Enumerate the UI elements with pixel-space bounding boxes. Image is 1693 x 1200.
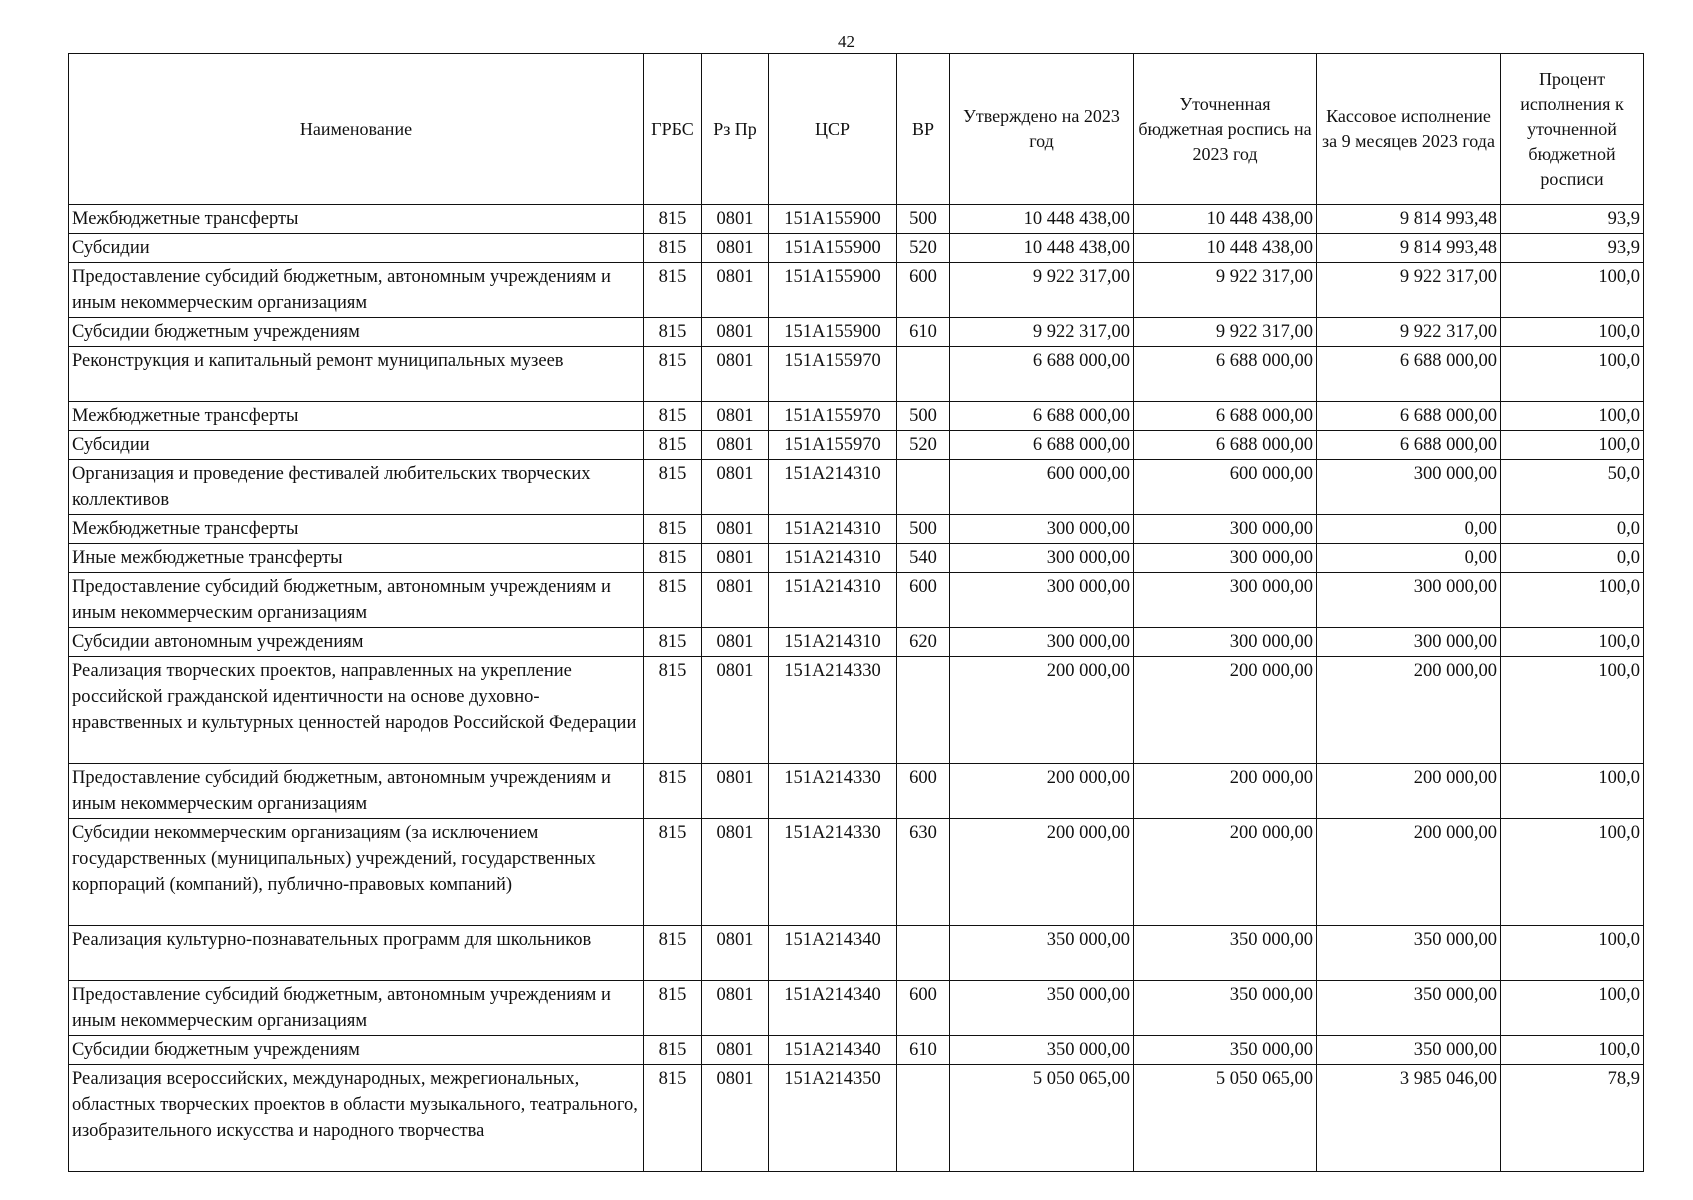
cell-vr	[897, 460, 950, 515]
cell-name: Предоставление субсидий бюджетным, автономным учреждениям и иным некоммерческим организациям	[69, 573, 644, 628]
cell-refined: 200 000,00	[1134, 819, 1317, 926]
cell-approved: 9 922 317,00	[950, 318, 1134, 347]
cell-approved: 5 050 065,00	[950, 1065, 1134, 1172]
cell-approved: 600 000,00	[950, 460, 1134, 515]
cell-vr: 600	[897, 263, 950, 318]
cell-csr: 151A155970	[769, 347, 897, 402]
cell-name: Реализация культурно-познавательных программ для школьников	[69, 926, 644, 981]
cell-refined: 5 050 065,00	[1134, 1065, 1317, 1172]
column-header-cash: Кассовое исполнение за 9 месяцев 2023 года	[1317, 54, 1501, 205]
cell-cash: 350 000,00	[1317, 981, 1501, 1036]
table-row	[69, 515, 1644, 544]
table-row	[69, 234, 1644, 263]
cell-cash: 200 000,00	[1317, 819, 1501, 926]
cell-rzpr: 0801	[702, 1065, 769, 1172]
cell-grbs: 815	[644, 515, 702, 544]
cell-csr: 151A214340	[769, 1036, 897, 1065]
cell-approved: 200 000,00	[950, 657, 1134, 764]
cell-refined: 6 688 000,00	[1134, 347, 1317, 402]
cell-vr: 610	[897, 1036, 950, 1065]
cell-name: Предоставление субсидий бюджетным, автономным учреждениям и иным некоммерческим организациям	[69, 263, 644, 318]
cell-name: Субсидии бюджетным учреждениям	[69, 1036, 644, 1065]
cell-csr: 151A214340	[769, 926, 897, 981]
cell-vr	[897, 347, 950, 402]
cell-refined: 200 000,00	[1134, 657, 1317, 764]
cell-cash: 200 000,00	[1317, 764, 1501, 819]
cell-rzpr: 0801	[702, 402, 769, 431]
cell-name: Субсидии бюджетным учреждениям	[69, 318, 644, 347]
cell-grbs: 815	[644, 981, 702, 1036]
cell-refined: 9 922 317,00	[1134, 318, 1317, 347]
cell-grbs: 815	[644, 926, 702, 981]
cell-rzpr: 0801	[702, 981, 769, 1036]
cell-cash: 350 000,00	[1317, 926, 1501, 981]
cell-csr: 151A155900	[769, 205, 897, 234]
table-body	[69, 205, 1644, 1172]
cell-rzpr: 0801	[702, 544, 769, 573]
cell-grbs: 815	[644, 347, 702, 402]
cell-cash: 6 688 000,00	[1317, 431, 1501, 460]
cell-grbs: 815	[644, 234, 702, 263]
cell-grbs: 815	[644, 460, 702, 515]
cell-csr: 151A214340	[769, 981, 897, 1036]
cell-grbs: 815	[644, 1065, 702, 1172]
cell-cash: 9 922 317,00	[1317, 318, 1501, 347]
column-header-rzpr: Рз Пр	[702, 54, 769, 205]
cell-name: Субсидии	[69, 431, 644, 460]
cell-cash: 6 688 000,00	[1317, 402, 1501, 431]
cell-approved: 6 688 000,00	[950, 402, 1134, 431]
cell-percent: 100,0	[1501, 573, 1644, 628]
cell-refined: 350 000,00	[1134, 1036, 1317, 1065]
table-row	[69, 926, 1644, 981]
cell-rzpr: 0801	[702, 234, 769, 263]
cell-name: Иные межбюджетные трансферты	[69, 544, 644, 573]
cell-cash: 0,00	[1317, 544, 1501, 573]
cell-percent: 0,0	[1501, 515, 1644, 544]
cell-cash: 300 000,00	[1317, 460, 1501, 515]
cell-percent: 100,0	[1501, 764, 1644, 819]
table-row	[69, 402, 1644, 431]
cell-vr: 600	[897, 764, 950, 819]
cell-cash: 9 814 993,48	[1317, 205, 1501, 234]
cell-grbs: 815	[644, 819, 702, 926]
page-number: 42	[838, 32, 855, 51]
cell-csr: 151A155900	[769, 318, 897, 347]
cell-name: Межбюджетные трансферты	[69, 205, 644, 234]
table-row	[69, 431, 1644, 460]
cell-approved: 300 000,00	[950, 573, 1134, 628]
cell-refined: 300 000,00	[1134, 573, 1317, 628]
cell-percent: 100,0	[1501, 657, 1644, 764]
cell-refined: 10 448 438,00	[1134, 234, 1317, 263]
cell-approved: 200 000,00	[950, 764, 1134, 819]
cell-percent: 100,0	[1501, 926, 1644, 981]
cell-csr: 151A155970	[769, 402, 897, 431]
cell-rzpr: 0801	[702, 431, 769, 460]
column-header-vr: ВР	[897, 54, 950, 205]
table-row	[69, 1036, 1644, 1065]
cell-refined: 350 000,00	[1134, 981, 1317, 1036]
cell-cash: 9 922 317,00	[1317, 263, 1501, 318]
cell-vr: 540	[897, 544, 950, 573]
cell-percent: 50,0	[1501, 460, 1644, 515]
cell-vr: 620	[897, 628, 950, 657]
cell-rzpr: 0801	[702, 573, 769, 628]
table-row	[69, 764, 1644, 819]
cell-vr	[897, 1065, 950, 1172]
cell-rzpr: 0801	[702, 764, 769, 819]
cell-vr: 600	[897, 981, 950, 1036]
cell-rzpr: 0801	[702, 1036, 769, 1065]
table-row	[69, 573, 1644, 628]
cell-refined: 6 688 000,00	[1134, 431, 1317, 460]
cell-csr: 151A214310	[769, 515, 897, 544]
cell-grbs: 815	[644, 1036, 702, 1065]
cell-csr: 151A214330	[769, 657, 897, 764]
table-row	[69, 544, 1644, 573]
cell-cash: 9 814 993,48	[1317, 234, 1501, 263]
cell-refined: 200 000,00	[1134, 764, 1317, 819]
cell-grbs: 815	[644, 544, 702, 573]
cell-rzpr: 0801	[702, 460, 769, 515]
table-row	[69, 347, 1644, 402]
table-row	[69, 981, 1644, 1036]
cell-percent: 100,0	[1501, 402, 1644, 431]
cell-approved: 9 922 317,00	[950, 263, 1134, 318]
cell-percent: 100,0	[1501, 263, 1644, 318]
table-row	[69, 460, 1644, 515]
cell-vr	[897, 657, 950, 764]
cell-csr: 151A214330	[769, 819, 897, 926]
cell-approved: 350 000,00	[950, 1036, 1134, 1065]
cell-percent: 100,0	[1501, 431, 1644, 460]
cell-approved: 350 000,00	[950, 926, 1134, 981]
cell-approved: 300 000,00	[950, 544, 1134, 573]
cell-csr: 151A214310	[769, 460, 897, 515]
cell-csr: 151A155970	[769, 431, 897, 460]
cell-rzpr: 0801	[702, 819, 769, 926]
cell-percent: 100,0	[1501, 347, 1644, 402]
cell-refined: 9 922 317,00	[1134, 263, 1317, 318]
column-header-refined: Уточненная бюджетная роспись на 2023 год	[1134, 54, 1317, 205]
cell-rzpr: 0801	[702, 515, 769, 544]
cell-cash: 300 000,00	[1317, 628, 1501, 657]
cell-grbs: 815	[644, 764, 702, 819]
cell-grbs: 815	[644, 657, 702, 764]
cell-vr	[897, 926, 950, 981]
cell-approved: 10 448 438,00	[950, 234, 1134, 263]
cell-percent: 100,0	[1501, 819, 1644, 926]
cell-cash: 200 000,00	[1317, 657, 1501, 764]
cell-vr: 520	[897, 234, 950, 263]
cell-refined: 300 000,00	[1134, 544, 1317, 573]
cell-name: Реконструкция и капитальный ремонт муниципальных музеев	[69, 347, 644, 402]
cell-csr: 151A214310	[769, 573, 897, 628]
table-row	[69, 1065, 1644, 1172]
column-header-csr: ЦСР	[769, 54, 897, 205]
cell-refined: 10 448 438,00	[1134, 205, 1317, 234]
cell-name: Реализация творческих проектов, направленных на укрепление российской гражданской идентичности на основе духовно-нравственных и культурных ценностей народов Российской Федерации	[69, 657, 644, 764]
cell-name: Предоставление субсидий бюджетным, автономным учреждениям и иным некоммерческим организациям	[69, 764, 644, 819]
cell-vr: 520	[897, 431, 950, 460]
cell-grbs: 815	[644, 263, 702, 318]
cell-percent: 100,0	[1501, 1036, 1644, 1065]
cell-grbs: 815	[644, 628, 702, 657]
cell-name: Организация и проведение фестивалей любительских творческих коллективов	[69, 460, 644, 515]
cell-grbs: 815	[644, 205, 702, 234]
cell-approved: 300 000,00	[950, 515, 1134, 544]
table-row	[69, 263, 1644, 318]
cell-refined: 350 000,00	[1134, 926, 1317, 981]
cell-percent: 93,9	[1501, 205, 1644, 234]
cell-cash: 6 688 000,00	[1317, 347, 1501, 402]
cell-vr: 500	[897, 402, 950, 431]
cell-percent: 78,9	[1501, 1065, 1644, 1172]
cell-csr: 151A214310	[769, 628, 897, 657]
cell-approved: 6 688 000,00	[950, 347, 1134, 402]
cell-percent: 100,0	[1501, 318, 1644, 347]
table-row	[69, 318, 1644, 347]
table-row	[69, 657, 1644, 764]
cell-rzpr: 0801	[702, 205, 769, 234]
cell-approved: 10 448 438,00	[950, 205, 1134, 234]
cell-percent: 93,9	[1501, 234, 1644, 263]
table-header-row	[69, 54, 1644, 205]
cell-vr: 600	[897, 573, 950, 628]
cell-percent: 100,0	[1501, 628, 1644, 657]
cell-rzpr: 0801	[702, 347, 769, 402]
cell-approved: 350 000,00	[950, 981, 1134, 1036]
cell-name: Предоставление субсидий бюджетным, автономным учреждениям и иным некоммерческим организациям	[69, 981, 644, 1036]
cell-csr: 151A155900	[769, 263, 897, 318]
cell-name: Субсидии некоммерческим организациям (за исключением государственных (муниципальных) учреждений, государственных корпораций (компаний), публично-правовых компаний)	[69, 819, 644, 926]
cell-rzpr: 0801	[702, 318, 769, 347]
column-header-name: Наименование	[69, 54, 644, 205]
cell-refined: 300 000,00	[1134, 628, 1317, 657]
cell-refined: 300 000,00	[1134, 515, 1317, 544]
cell-grbs: 815	[644, 431, 702, 460]
cell-name: Реализация всероссийских, международных, межрегиональных, областных творческих проектов в области музыкального, театрального, изобразительного искусства и народного творчества	[69, 1065, 644, 1172]
cell-percent: 100,0	[1501, 981, 1644, 1036]
cell-csr: 151A214310	[769, 544, 897, 573]
column-header-percent: Процент исполнения к уточненной бюджетной росписи	[1501, 54, 1644, 205]
budget-table	[68, 53, 1644, 1172]
cell-refined: 6 688 000,00	[1134, 402, 1317, 431]
cell-csr: 151A214330	[769, 764, 897, 819]
cell-vr: 610	[897, 318, 950, 347]
cell-cash: 350 000,00	[1317, 1036, 1501, 1065]
cell-rzpr: 0801	[702, 263, 769, 318]
table-row	[69, 205, 1644, 234]
table-row	[69, 628, 1644, 657]
table-row	[69, 819, 1644, 926]
cell-name: Межбюджетные трансферты	[69, 402, 644, 431]
cell-grbs: 815	[644, 573, 702, 628]
cell-name: Субсидии автономным учреждениям	[69, 628, 644, 657]
cell-name: Субсидии	[69, 234, 644, 263]
column-header-approved: Утверждено на 2023 год	[950, 54, 1134, 205]
cell-csr: 151A214350	[769, 1065, 897, 1172]
cell-cash: 300 000,00	[1317, 573, 1501, 628]
column-header-grbs: ГРБС	[644, 54, 702, 205]
cell-rzpr: 0801	[702, 628, 769, 657]
cell-cash: 0,00	[1317, 515, 1501, 544]
cell-grbs: 815	[644, 318, 702, 347]
cell-approved: 6 688 000,00	[950, 431, 1134, 460]
cell-vr: 500	[897, 205, 950, 234]
cell-rzpr: 0801	[702, 657, 769, 764]
cell-approved: 200 000,00	[950, 819, 1134, 926]
cell-rzpr: 0801	[702, 926, 769, 981]
cell-percent: 0,0	[1501, 544, 1644, 573]
cell-refined: 600 000,00	[1134, 460, 1317, 515]
cell-vr: 500	[897, 515, 950, 544]
cell-vr: 630	[897, 819, 950, 926]
cell-cash: 3 985 046,00	[1317, 1065, 1501, 1172]
cell-name: Межбюджетные трансферты	[69, 515, 644, 544]
cell-csr: 151A155900	[769, 234, 897, 263]
cell-approved: 300 000,00	[950, 628, 1134, 657]
cell-grbs: 815	[644, 402, 702, 431]
